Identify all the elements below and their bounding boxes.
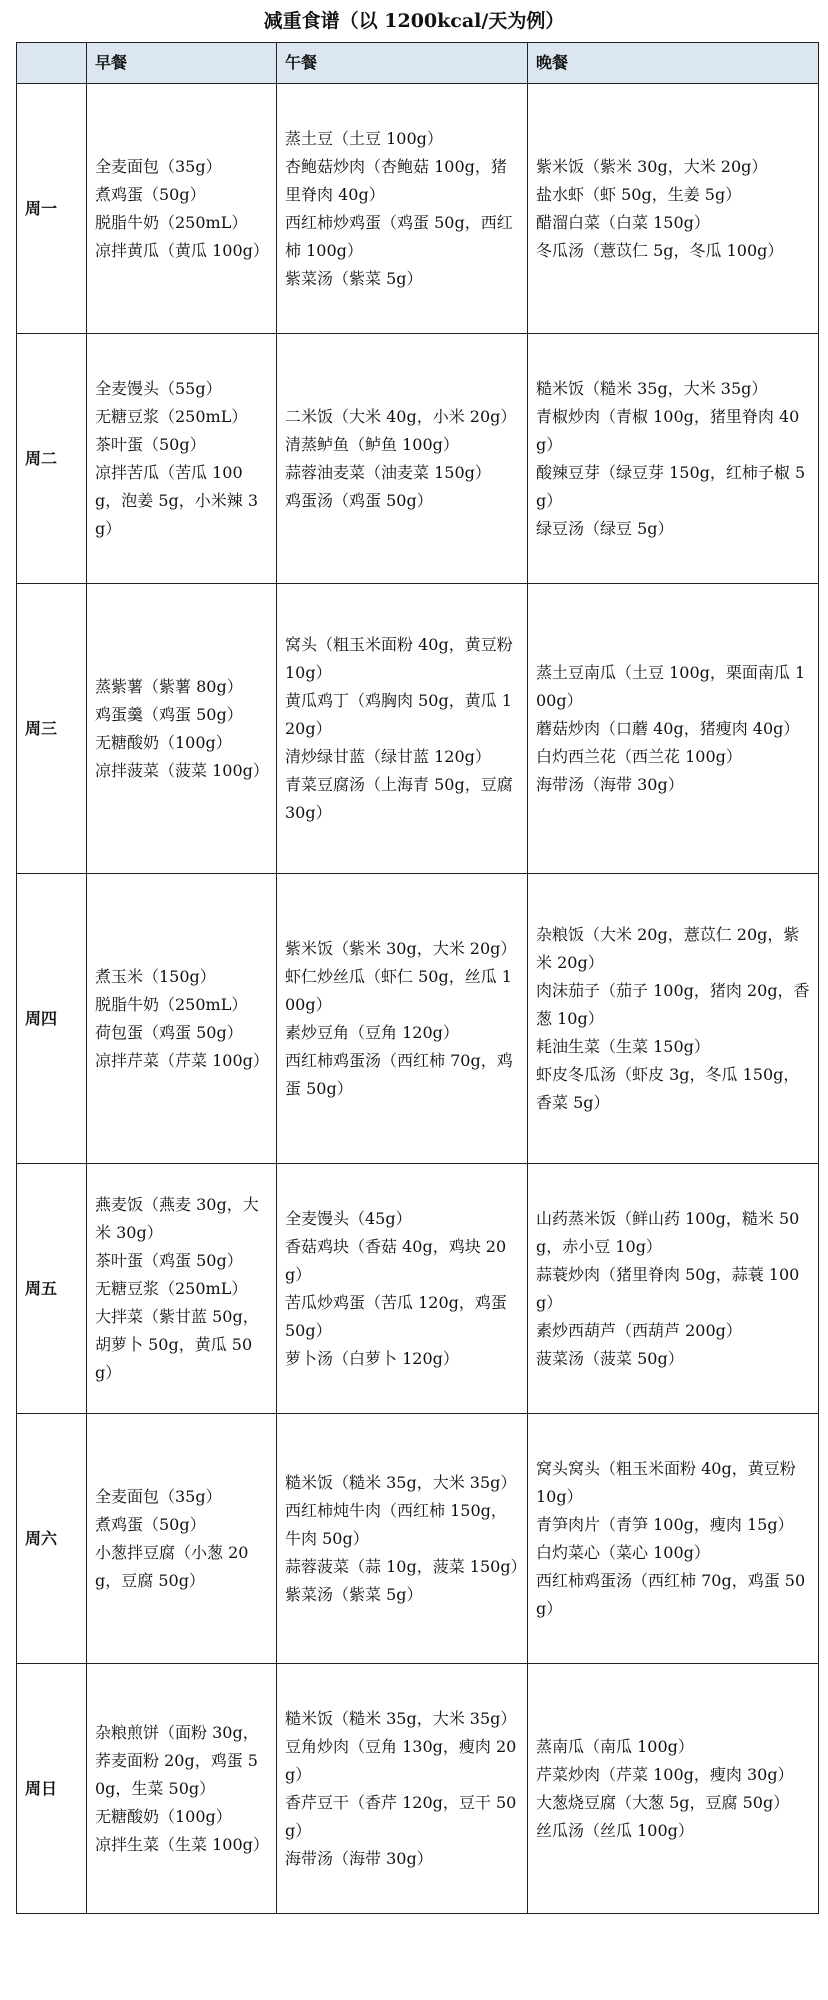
- dish-item: 蒜蓑炒肉（猪里脊肉 50g，蒜蓑 100g）: [536, 1264, 800, 1312]
- dish-item: 荷包蛋（鸡蛋 50g）: [95, 1022, 243, 1042]
- dinner-cell: [528, 334, 819, 584]
- dish-item: 蒸土豆（土豆 100g）: [285, 128, 443, 148]
- dish-item: 小葱拌豆腐（小葱 20g，豆腐 50g）: [95, 1542, 249, 1590]
- dish-item: 香菇鸡块（香菇 40g，鸡块 20g）: [285, 1236, 507, 1284]
- dish-item: 西红柿炖牛肉（西红柿 150g，牛肉 50g）: [285, 1500, 507, 1548]
- dish-item: 无糖酸奶（100g）: [95, 1806, 232, 1826]
- lunch-cell: [277, 1414, 528, 1664]
- day-label: 周四: [17, 874, 87, 1164]
- breakfast-cell: [87, 584, 277, 874]
- dish-item: 糙米饭（糙米 35g，大米 35g）: [536, 378, 768, 398]
- lunch-cell: [277, 1664, 528, 1914]
- lunch-cell: [277, 1164, 528, 1414]
- day-label: 周三: [17, 584, 87, 874]
- dish-item: 煮鸡蛋（50g）: [95, 184, 206, 204]
- dish-item: 紫菜汤（紫菜 5g）: [285, 268, 423, 288]
- table-body: [17, 84, 819, 1914]
- breakfast-cell: [87, 1164, 277, 1414]
- dish-item: 清蒸鲈鱼（鲈鱼 100g）: [285, 434, 459, 454]
- lunch-cell: [277, 334, 528, 584]
- breakfast-cell: [87, 1664, 277, 1914]
- dish-item: 菠菜汤（菠菜 50g）: [536, 1348, 684, 1368]
- breakfast-cell: [87, 1414, 277, 1664]
- dish-item: 盐水虾（虾 50g，生姜 5g）: [536, 184, 742, 204]
- dish-item: 西红柿鸡蛋汤（西红柿 70g，鸡蛋 50g）: [536, 1570, 806, 1618]
- breakfast-cell: [87, 334, 277, 584]
- dish-item: 凉拌生菜（生菜 100g）: [95, 1834, 269, 1854]
- dish-item: 蘑菇炒肉（口蘑 40g，猪瘦肉 40g）: [536, 718, 800, 738]
- day-label: 周日: [17, 1664, 87, 1914]
- table-header-row: [17, 43, 819, 84]
- dish-item: 醋溜白菜（白菜 150g）: [536, 212, 710, 232]
- dish-item: 黄瓜鸡丁（鸡胸肉 50g，黄瓜 120g）: [285, 690, 512, 738]
- dish-item: 萝卜汤（白萝卜 120g）: [285, 1348, 459, 1368]
- dish-item: 丝瓜汤（丝瓜 100g）: [536, 1820, 694, 1840]
- dish-item: 蒸紫薯（紫薯 80g）: [95, 676, 243, 696]
- day-label: 周一: [17, 84, 87, 334]
- dish-item: 脱脂牛奶（250mL）: [95, 212, 248, 232]
- dish-item: 酸辣豆芽（绿豆芽 150g，红柿子椒 5g）: [536, 462, 806, 510]
- dish-item: 茶叶蛋（50g）: [95, 434, 206, 454]
- dish-item: 全麦馒头（55g）: [95, 378, 222, 398]
- dinner-cell: [528, 1164, 819, 1414]
- dish-item: 紫米饭（紫米 30g，大米 20g）: [285, 938, 517, 958]
- dish-item: 耗油生菜（生菜 150g）: [536, 1036, 710, 1056]
- dish-item: 杂粮煎饼（面粉 30g，荞麦面粉 20g，鸡蛋 50g，生菜 50g）: [95, 1722, 259, 1798]
- dish-item: 肉沫茄子（茄子 100g，猪肉 20g，香葱 10g）: [536, 980, 810, 1028]
- header-lunch: 午餐: [277, 43, 528, 84]
- dish-item: 苦瓜炒鸡蛋（苦瓜 120g，鸡蛋 50g）: [285, 1292, 507, 1340]
- dish-item: 蒸土豆南瓜（土豆 100g，栗面南瓜 100g）: [536, 662, 806, 710]
- dish-item: 煮玉米（150g）: [95, 966, 216, 986]
- table-row: [17, 1664, 819, 1914]
- lunch-cell: [277, 874, 528, 1164]
- dish-item: 蒜蓉菠菜（蒜 10g，菠菜 150g）: [285, 1556, 527, 1576]
- dinner-cell: [528, 874, 819, 1164]
- dish-item: 鸡蛋羹（鸡蛋 50g）: [95, 704, 243, 724]
- dish-item: 全麦面包（35g）: [95, 1486, 222, 1506]
- dish-item: 凉拌菠菜（菠菜 100g）: [95, 760, 269, 780]
- dish-item: 山药蒸米饭（鲜山药 100g，糙米 50g，赤小豆 10g）: [536, 1208, 800, 1256]
- table-row: [17, 584, 819, 874]
- dish-item: 大葱烧豆腐（大葱 5g，豆腐 50g）: [536, 1792, 790, 1812]
- table-row: [17, 1414, 819, 1664]
- dish-item: 全麦馒头（45g）: [285, 1208, 412, 1228]
- dish-item: 杂粮饭（大米 20g，薏苡仁 20g，紫米 20g）: [536, 924, 800, 972]
- dish-item: 素炒西葫芦（西葫芦 200g）: [536, 1320, 742, 1340]
- table-row: [17, 874, 819, 1164]
- header-day: [17, 43, 87, 84]
- dinner-cell: [528, 1664, 819, 1914]
- day-label: 周五: [17, 1164, 87, 1414]
- dish-item: 全麦面包（35g）: [95, 156, 222, 176]
- dish-item: 煮鸡蛋（50g）: [95, 1514, 206, 1534]
- dish-item: 西红柿鸡蛋汤（西红柿 70g，鸡蛋 50g）: [285, 1050, 513, 1098]
- dish-item: 青笋肉片（青笋 100g，瘦肉 15g）: [536, 1514, 794, 1534]
- day-label: 周六: [17, 1414, 87, 1664]
- dish-item: 白灼西兰花（西兰花 100g）: [536, 746, 742, 766]
- header-dinner: 晚餐: [528, 43, 819, 84]
- dinner-cell: [528, 584, 819, 874]
- dish-item: 凉拌黄瓜（黄瓜 100g）: [95, 240, 269, 260]
- dish-item: 白灼菜心（菜心 100g）: [536, 1542, 710, 1562]
- dish-item: 豆角炒肉（豆角 130g，瘦肉 20g）: [285, 1736, 517, 1784]
- header-breakfast: 早餐: [87, 43, 277, 84]
- dish-item: 虾皮冬瓜汤（虾皮 3g，冬瓜 150g，香菜 5g）: [536, 1064, 800, 1112]
- dish-item: 紫米饭（紫米 30g，大米 20g）: [536, 156, 768, 176]
- table-row: [17, 334, 819, 584]
- dish-item: 窝头（粗玉米面粉 40g，黄豆粉 10g）: [285, 634, 513, 682]
- dish-item: 脱脂牛奶（250mL）: [95, 994, 248, 1014]
- dish-item: 窝头窝头（粗玉米面粉 40g，黄豆粉 10g）: [536, 1458, 796, 1506]
- dish-item: 青菜豆腐汤（上海青 50g，豆腐 30g）: [285, 774, 513, 822]
- dish-item: 青椒炒肉（青椒 100g，猪里脊肉 40g）: [536, 406, 800, 454]
- dish-item: 海带汤（海带 30g）: [285, 1848, 433, 1868]
- dinner-cell: [528, 1414, 819, 1664]
- dish-item: 冬瓜汤（薏苡仁 5g，冬瓜 100g）: [536, 240, 784, 260]
- lunch-cell: [277, 584, 528, 874]
- dish-item: 无糖豆浆（250mL）: [95, 406, 248, 426]
- dish-item: 大拌菜（紫甘蓝 50g，胡萝卜 50g，黄瓜 50g）: [95, 1306, 259, 1382]
- dish-item: 西红柿炒鸡蛋（鸡蛋 50g，西红柿 100g）: [285, 212, 513, 260]
- day-label: 周二: [17, 334, 87, 584]
- table-row: [17, 1164, 819, 1414]
- dish-item: 鸡蛋汤（鸡蛋 50g）: [285, 490, 433, 510]
- dish-item: 无糖豆浆（250mL）: [95, 1278, 248, 1298]
- dish-item: 清炒绿甘蓝（绿甘蓝 120g）: [285, 746, 491, 766]
- dish-item: 凉拌芹菜（芹菜 100g）: [95, 1050, 269, 1070]
- table-row: [17, 84, 819, 334]
- breakfast-cell: [87, 84, 277, 334]
- dish-item: 绿豆汤（绿豆 5g）: [536, 518, 674, 538]
- dish-item: 糙米饭（糙米 35g，大米 35g）: [285, 1708, 517, 1728]
- dish-item: 蒜蓉油麦菜（油麦菜 150g）: [285, 462, 491, 482]
- dish-item: 燕麦饭（燕麦 30g，大米 30g）: [95, 1194, 259, 1242]
- dish-item: 无糖酸奶（100g）: [95, 732, 232, 752]
- dish-item: 素炒豆角（豆角 120g）: [285, 1022, 459, 1042]
- dish-item: 茶叶蛋（鸡蛋 50g）: [95, 1250, 243, 1270]
- dish-item: 蒸南瓜（南瓜 100g）: [536, 1736, 694, 1756]
- breakfast-cell: [87, 874, 277, 1164]
- page-title: 减重食谱（以 1200kcal/天为例）: [263, 10, 565, 32]
- dish-item: 糙米饭（糙米 35g，大米 35g）: [285, 1472, 517, 1492]
- dish-item: 二米饭（大米 40g，小米 20g）: [285, 406, 517, 426]
- dish-item: 凉拌苦瓜（苦瓜 100g，泡姜 5g，小米辣 3g）: [95, 462, 259, 538]
- dish-item: 芹菜炒肉（芹菜 100g，瘦肉 30g）: [536, 1764, 794, 1784]
- dish-item: 杏鲍菇炒肉（杏鲍菇 100g，猪里脊肉 40g）: [285, 156, 507, 204]
- dish-item: 香芹豆干（香芹 120g，豆干 50g）: [285, 1792, 517, 1840]
- dish-item: 紫菜汤（紫菜 5g）: [285, 1584, 423, 1604]
- lunch-cell: [277, 84, 528, 334]
- dish-item: 虾仁炒丝瓜（虾仁 50g，丝瓜 100g）: [285, 966, 512, 1014]
- dish-item: 海带汤（海带 30g）: [536, 774, 684, 794]
- meal-plan-table: [16, 42, 819, 1914]
- dinner-cell: [528, 84, 819, 334]
